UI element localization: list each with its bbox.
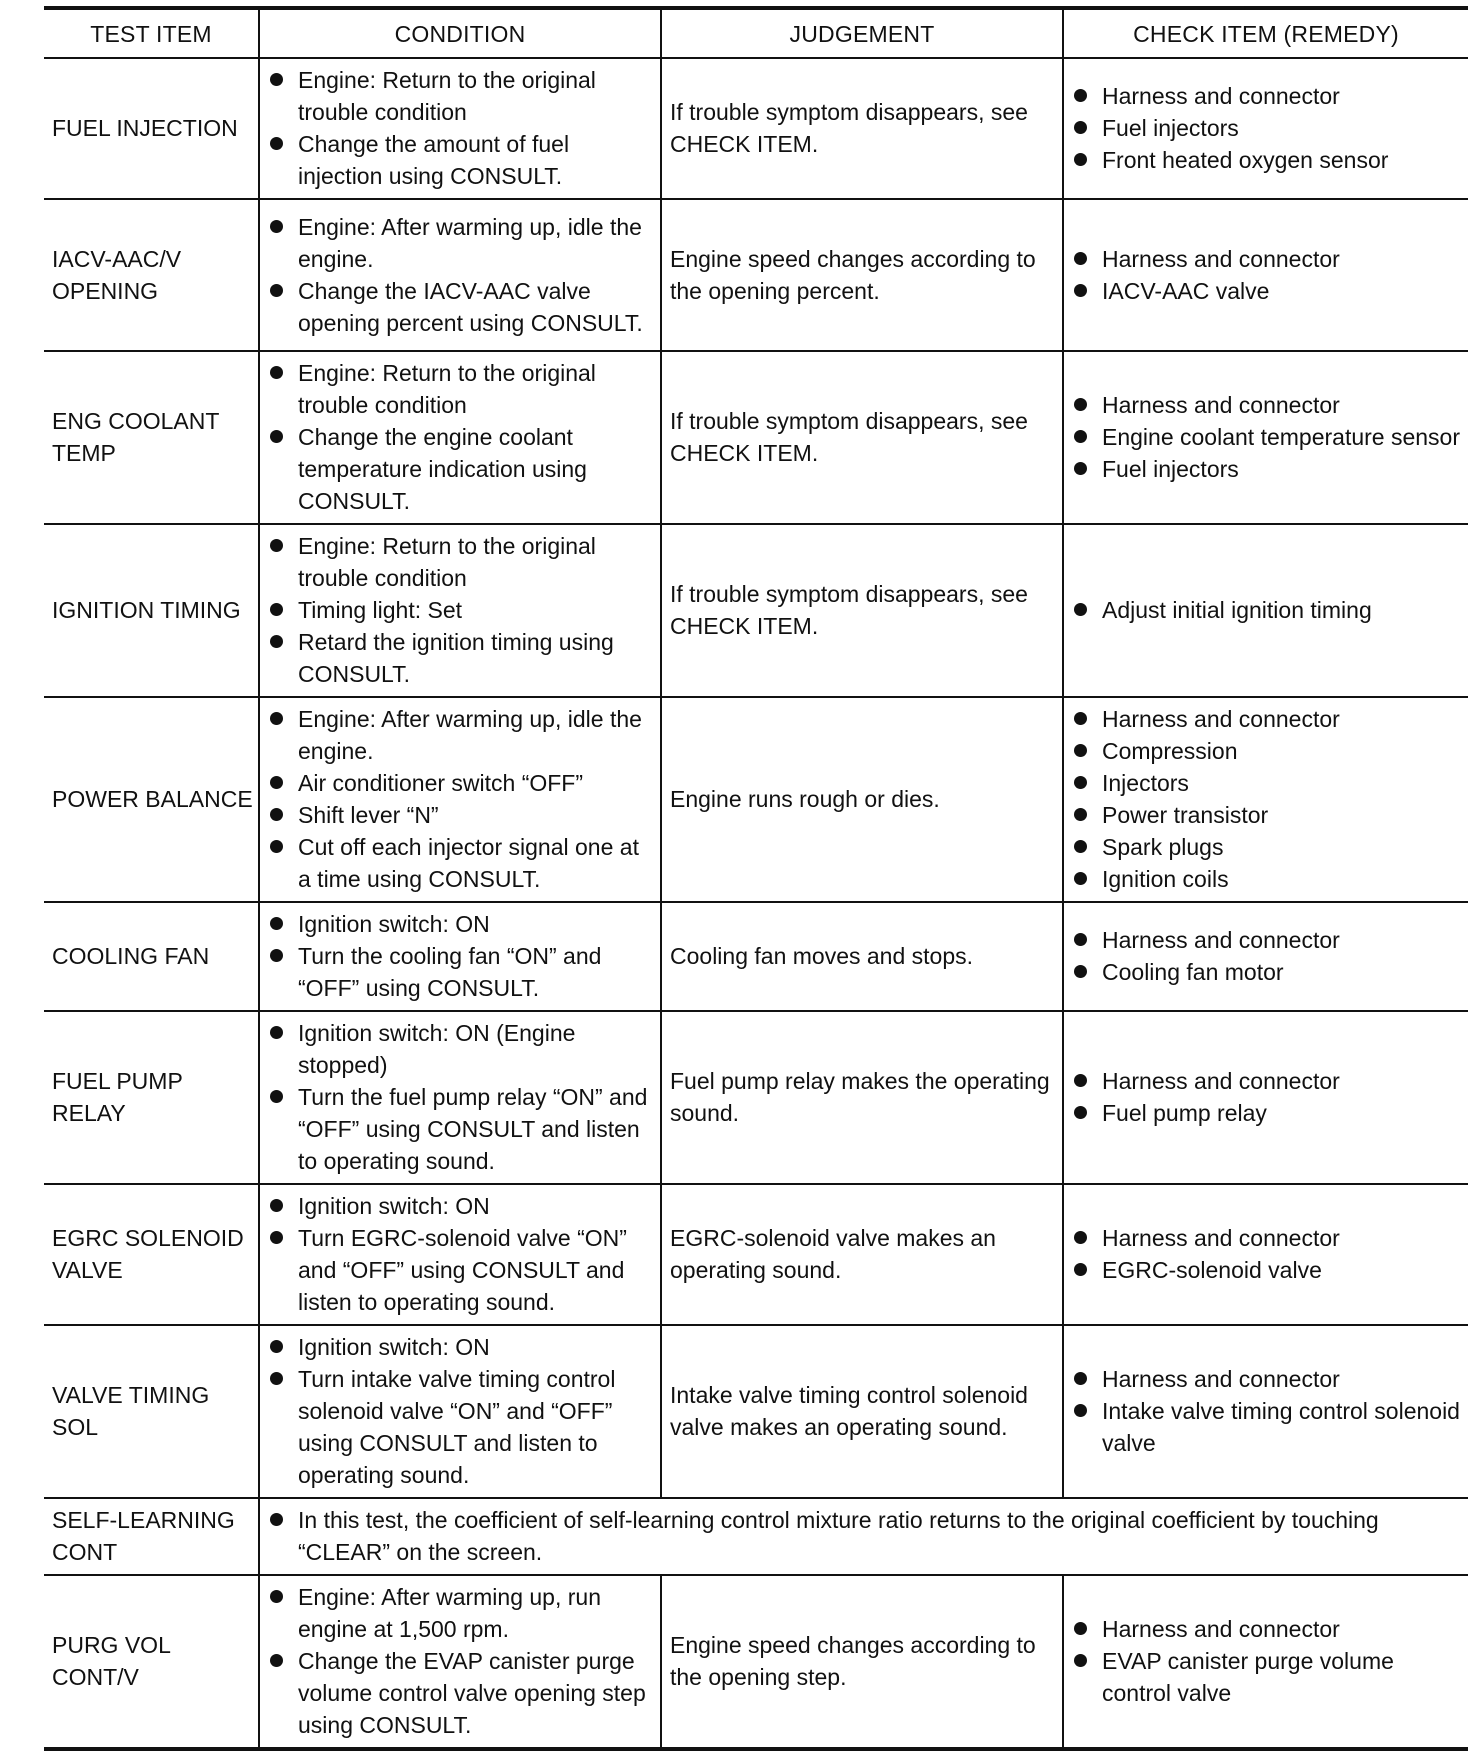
condition-item: Change the IACV-AAC valve opening percent using CONSULT. <box>268 275 652 339</box>
header-test-item: TEST ITEM <box>44 8 259 58</box>
judgement-cell: If trouble symptom disappears, see CHECK ITEM. <box>661 351 1063 524</box>
condition-item: Engine: After warming up, idle the engine. <box>268 703 652 767</box>
condition-cell <box>259 351 661 524</box>
judgement-cell: Intake valve timing control solenoid valve makes an operating sound. <box>661 1325 1063 1498</box>
judgement-cell: Engine speed changes according to the opening percent. <box>661 199 1063 351</box>
condition-item: Ignition switch: ON <box>268 1190 652 1222</box>
check-item-list <box>1072 1065 1460 1129</box>
check-item: Harness and connector <box>1072 1363 1460 1395</box>
table-row <box>44 58 1468 199</box>
check-item: Power transistor <box>1072 799 1460 831</box>
check-item-cell <box>1063 697 1468 902</box>
note-cell <box>259 1498 1468 1575</box>
check-item-list <box>1072 594 1460 626</box>
header-condition: CONDITION <box>259 8 661 58</box>
active-test-table <box>44 6 1468 1751</box>
check-item: EGRC-solenoid valve <box>1072 1254 1460 1286</box>
table-row <box>44 1184 1468 1325</box>
judgement-cell: If trouble symptom disappears, see CHECK ITEM. <box>661 524 1063 697</box>
condition-item: Turn EGRC-solenoid valve “ON” and “OFF” using CONSULT and listen to operating sound. <box>268 1222 652 1318</box>
check-item: Intake valve timing control solenoid valve <box>1072 1395 1460 1459</box>
note-list <box>268 1504 1460 1568</box>
check-item-list <box>1072 1363 1460 1459</box>
condition-item: Turn the fuel pump relay “ON” and “OFF” using CONSULT and listen to operating sound. <box>268 1081 652 1177</box>
table-row <box>44 524 1468 697</box>
condition-item: Engine: Return to the original trouble condition <box>268 64 652 128</box>
table-row <box>44 1011 1468 1184</box>
test-item-cell: VALVE TIMING SOL <box>44 1325 259 1498</box>
table-row <box>44 351 1468 524</box>
condition-cell <box>259 1325 661 1498</box>
table-header <box>44 8 1468 58</box>
condition-item-list <box>268 908 652 1004</box>
table-row <box>44 902 1468 1011</box>
check-item: Harness and connector <box>1072 1613 1460 1645</box>
check-item-cell <box>1063 58 1468 199</box>
table-body <box>44 58 1468 1749</box>
check-item: Harness and connector <box>1072 924 1460 956</box>
condition-cell <box>259 199 661 351</box>
check-item: Engine coolant temperature sensor <box>1072 421 1460 453</box>
judgement-cell: Engine runs rough or dies. <box>661 697 1063 902</box>
check-item-list <box>1072 924 1460 988</box>
check-item: Harness and connector <box>1072 703 1460 735</box>
condition-item: Retard the ignition timing using CONSULT. <box>268 626 652 690</box>
check-item-cell <box>1063 1011 1468 1184</box>
condition-cell <box>259 1184 661 1325</box>
condition-cell <box>259 524 661 697</box>
test-item-cell: IGNITION TIMING <box>44 524 259 697</box>
check-item-cell <box>1063 199 1468 351</box>
condition-item: Ignition switch: ON (Engine stopped) <box>268 1017 652 1081</box>
condition-cell <box>259 1575 661 1749</box>
condition-item: Turn the cooling fan “ON” and “OFF” using CONSULT. <box>268 940 652 1004</box>
active-test-sheet <box>44 6 1468 1751</box>
condition-item-list <box>268 357 652 517</box>
check-item: Spark plugs <box>1072 831 1460 863</box>
judgement-cell: Engine speed changes according to the opening step. <box>661 1575 1063 1749</box>
condition-item-list <box>268 530 652 690</box>
check-item: Ignition coils <box>1072 863 1460 895</box>
test-item-cell: IACV-AAC/V OPENING <box>44 199 259 351</box>
condition-cell <box>259 58 661 199</box>
condition-item: Ignition switch: ON <box>268 1331 652 1363</box>
judgement-cell: EGRC-solenoid valve makes an operating sound. <box>661 1184 1063 1325</box>
condition-item-list <box>268 1190 652 1318</box>
test-item-cell: PURG VOL CONT/V <box>44 1575 259 1749</box>
check-item-list <box>1072 1222 1460 1286</box>
condition-item: Change the EVAP canister purge volume control valve opening step using CONSULT. <box>268 1645 652 1741</box>
table-row <box>44 199 1468 351</box>
check-item: Harness and connector <box>1072 1065 1460 1097</box>
check-item: Cooling fan motor <box>1072 956 1460 988</box>
check-item: Compression <box>1072 735 1460 767</box>
table-row <box>44 697 1468 902</box>
check-item: Harness and connector <box>1072 80 1460 112</box>
check-item: Fuel injectors <box>1072 112 1460 144</box>
condition-item: Change the engine coolant temperature indication using CONSULT. <box>268 421 652 517</box>
test-item-cell: COOLING FAN <box>44 902 259 1011</box>
condition-item: Engine: Return to the original trouble condition <box>268 357 652 421</box>
check-item: Adjust initial ignition timing <box>1072 594 1460 626</box>
check-item-list <box>1072 243 1460 307</box>
judgement-cell: If trouble symptom disappears, see CHECK ITEM. <box>661 58 1063 199</box>
condition-item-list <box>268 1017 652 1177</box>
test-item-cell: FUEL PUMP RELAY <box>44 1011 259 1184</box>
condition-cell <box>259 902 661 1011</box>
check-item: Harness and connector <box>1072 243 1460 275</box>
test-item-cell: POWER BALANCE <box>44 697 259 902</box>
condition-item: Engine: After warming up, idle the engine. <box>268 211 652 275</box>
test-item-cell: SELF-LEARNING CONT <box>44 1498 259 1575</box>
check-item-cell <box>1063 1325 1468 1498</box>
table-row <box>44 1575 1468 1749</box>
condition-cell <box>259 1011 661 1184</box>
condition-cell <box>259 697 661 902</box>
check-item: EVAP canister purge volume control valve <box>1072 1645 1460 1709</box>
condition-item: Turn intake valve timing control solenoid valve “ON” and “OFF” using CONSULT and listen to operating sound. <box>268 1363 652 1491</box>
check-item-cell <box>1063 902 1468 1011</box>
condition-item: Cut off each injector signal one at a time using CONSULT. <box>268 831 652 895</box>
check-item: Fuel injectors <box>1072 453 1460 485</box>
check-item-cell <box>1063 351 1468 524</box>
condition-item-list <box>268 211 652 339</box>
condition-item: Engine: After warming up, run engine at 1,500 rpm. <box>268 1581 652 1645</box>
check-item-list <box>1072 80 1460 176</box>
judgement-cell: Fuel pump relay makes the operating sound. <box>661 1011 1063 1184</box>
check-item: Fuel pump relay <box>1072 1097 1460 1129</box>
condition-item-list <box>268 64 652 192</box>
condition-item: Timing light: Set <box>268 594 652 626</box>
condition-item: Shift lever “N” <box>268 799 652 831</box>
condition-item: Engine: Return to the original trouble condition <box>268 530 652 594</box>
check-item: IACV-AAC valve <box>1072 275 1460 307</box>
check-item-list <box>1072 703 1460 895</box>
condition-item-list <box>268 1331 652 1491</box>
check-item-list <box>1072 1613 1460 1709</box>
check-item: Harness and connector <box>1072 389 1460 421</box>
judgement-cell: Cooling fan moves and stops. <box>661 902 1063 1011</box>
check-item-list <box>1072 389 1460 485</box>
table-row <box>44 1498 1468 1575</box>
check-item-cell <box>1063 1575 1468 1749</box>
condition-item: Change the amount of fuel injection using CONSULT. <box>268 128 652 192</box>
test-item-cell: EGRC SOLENOID VALVE <box>44 1184 259 1325</box>
check-item: Harness and connector <box>1072 1222 1460 1254</box>
check-item: Front heated oxygen sensor <box>1072 144 1460 176</box>
header-row <box>44 8 1468 58</box>
header-judgement: JUDGEMENT <box>661 8 1063 58</box>
test-item-cell: FUEL INJECTION <box>44 58 259 199</box>
note-text: In this test, the coefficient of self-learning control mixture ratio returns to the original coefficient by touching “CLEAR” on the screen. <box>268 1504 1460 1568</box>
table-row <box>44 1325 1468 1498</box>
check-item-cell <box>1063 1184 1468 1325</box>
condition-item-list <box>268 703 652 895</box>
header-check-item: CHECK ITEM (REMEDY) <box>1063 8 1468 58</box>
check-item: Injectors <box>1072 767 1460 799</box>
condition-item: Air conditioner switch “OFF” <box>268 767 652 799</box>
check-item-cell <box>1063 524 1468 697</box>
condition-item: Ignition switch: ON <box>268 908 652 940</box>
condition-item-list <box>268 1581 652 1741</box>
test-item-cell: ENG COOLANT TEMP <box>44 351 259 524</box>
